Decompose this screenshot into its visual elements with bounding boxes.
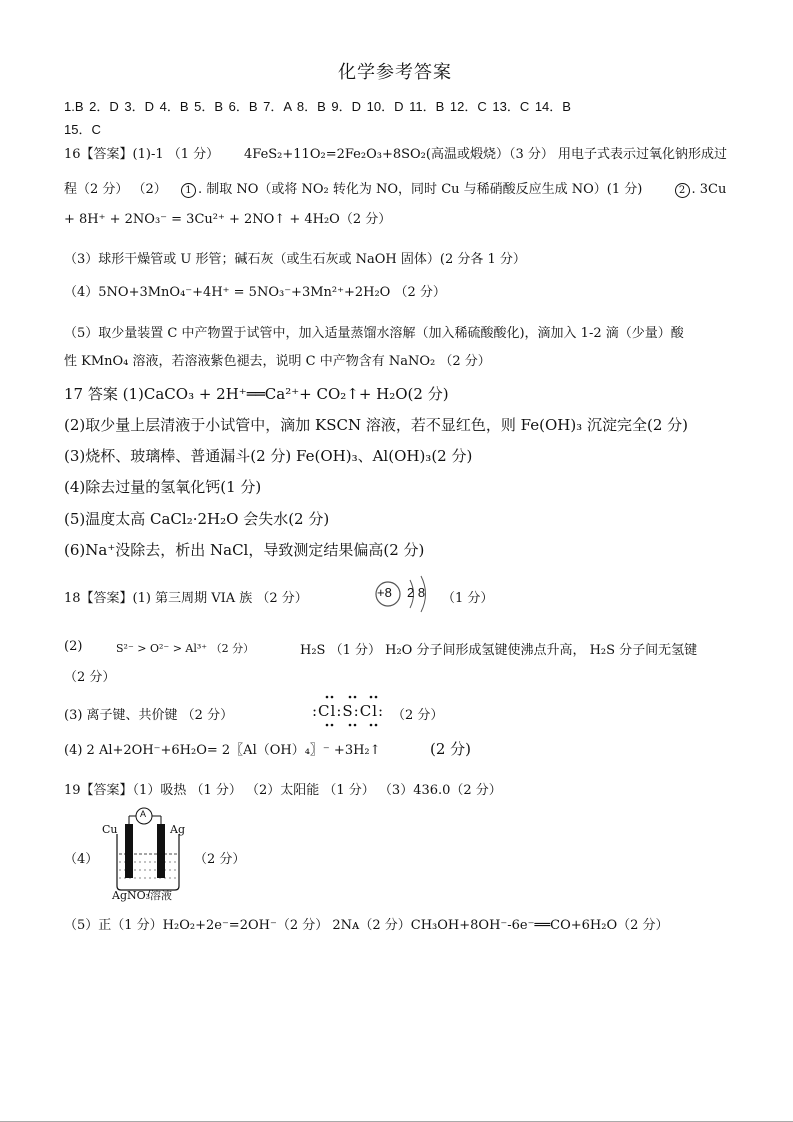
q16-line-2c: . 3Cu xyxy=(691,182,727,197)
q16-line-5: （4）5NO+3MnO₄⁻+4H⁺ = 5NO₃⁻+3Mn²⁺+2H₂O （2 分） xyxy=(64,285,446,300)
lewis-formula: :Cl:S:Cl: xyxy=(312,702,385,720)
circled-number-2: 2 xyxy=(675,183,690,198)
q16-line-3: + 8H⁺ + 2NO₃⁻ = 3Cu²⁺ + 2NO↑ + 4H₂O（2 分） xyxy=(64,212,392,227)
mc-answers-line-1: 1.B 2．D 3．D 4．B 5．B 6．B 7．A 8．B 9．D 10．D 11．B 12．C 13．C 14．B xyxy=(64,99,571,114)
q16-line-1a: 16【答案】(1)-1 （1 分） xyxy=(64,147,220,162)
page-title: 化学参考答案 xyxy=(338,62,452,83)
q17-line-4: (4)除去过量的氢氧化钙(1 分) xyxy=(64,478,262,496)
q18-line-2b: S²⁻ > O²⁻ > Al³⁺ （2 分） xyxy=(116,642,255,655)
electrolyte-label: AgNO₃溶液 xyxy=(112,889,173,902)
q18-line-4a: (3) 离子键、共价键 （2 分） xyxy=(64,708,234,723)
q16-line-7: 性 KMnO₄ 溶液，若溶液紫色褪去，说明 C 中产物含有 NaNO₂ （2 分） xyxy=(64,354,491,369)
q17-line-1: 17 答案 (1)CaCO₃ + 2H⁺══Ca²⁺+ CO₂↑+ H₂O(2 分) xyxy=(64,385,449,403)
q19-line-3: （5）正（1 分）H₂O₂+2e⁻=2OH⁻（2 分） 2Nᴀ（2 分）CH₃OH+8OH⁻-6e⁻══CO+6H₂O（2 分） xyxy=(64,918,669,933)
q16-line-1b: 4FeS₂+11O₂=2Fe₂O₃+8SO₂(高温或煅烧）（3 分） 用电子式表示过氧化钠形成过 xyxy=(244,147,727,162)
circled-number-1: 1 xyxy=(181,183,196,198)
q19-line-1: 19【答案】（1）吸热 （1 分） （2）太阳能 （1 分） （3）436.0（2 分） xyxy=(64,783,502,798)
q17-line-2: (2)取少量上层清液于小试管中，滴加 KSCN 溶液，若不显红色，则 Fe(OH)₃ 沉淀完全(2 分) xyxy=(64,416,688,434)
q18-line-5a: (4) 2 Al+2OH⁻+6H₂O= 2〖Al（OH）₄〗⁻ +3H₂↑ xyxy=(64,743,381,758)
q17-line-5: (5)温度太高 CaCl₂·2H₂O 会失水(2 分) xyxy=(64,510,330,528)
q17-line-6: (6)Na⁺没除去，析出 NaCl，导致测定结果偏高(2 分) xyxy=(64,541,425,559)
q18-line-2c: H₂S （1 分） H₂O 分子间形成氢键使沸点升高， H₂S 分子间无氢键 xyxy=(300,643,698,658)
cu-electrode-label: Cu xyxy=(102,823,118,836)
q16-line-2 xyxy=(64,178,726,198)
q16-line-2a: 程（2 分） （2） xyxy=(64,182,167,197)
q19-line-2a: （4） xyxy=(64,852,99,867)
q17-line-3: (3)烧杯、玻璃棒、普通漏斗(2 分) Fe(OH)₃、Al(OH)₃(2 分) xyxy=(64,447,473,465)
nucleus-charge: +8 xyxy=(377,585,392,600)
electron-shells: 2 8 xyxy=(407,585,426,600)
ag-electrode-label: Ag xyxy=(170,823,185,836)
q18-line-1a: 18【答案】(1) 第三周期 VIA 族 （2 分） xyxy=(64,591,308,606)
q16-line-6: （5）取少量装置 C 中产物置于试管中，加入适量蒸馏水溶解（加入稀硫酸酸化)，滴加入 1-2 滴（少量）酸 xyxy=(64,326,684,341)
q18-line-4b: （2 分） xyxy=(392,708,444,723)
galvanic-cell-diagram xyxy=(98,806,190,902)
q18-line-2a: (2) xyxy=(64,639,83,654)
q18-line-3: （2 分） xyxy=(64,670,116,685)
lewis-structure-scl2 xyxy=(310,693,390,729)
q19-line-2b: （2 分） xyxy=(194,852,246,867)
q16-line-2b: . 制取 NO（或将 NO₂ 转化为 NO，同时 Cu 与稀硝酸反应生成 NO）(1 分) xyxy=(197,182,643,197)
q18-line-1b: （1 分） xyxy=(442,591,494,606)
atomic-structure-diagram xyxy=(373,572,435,616)
q16-line-4: （3）球形干燥管或 U 形管；碱石灰（或生石灰或 NaOH 固体）(2 分各 1 分） xyxy=(64,252,526,267)
ammeter-label: A xyxy=(140,809,147,819)
q18-line-5b: (2 分) xyxy=(430,740,472,758)
mc-answers-line-2: 15．C xyxy=(64,122,101,137)
